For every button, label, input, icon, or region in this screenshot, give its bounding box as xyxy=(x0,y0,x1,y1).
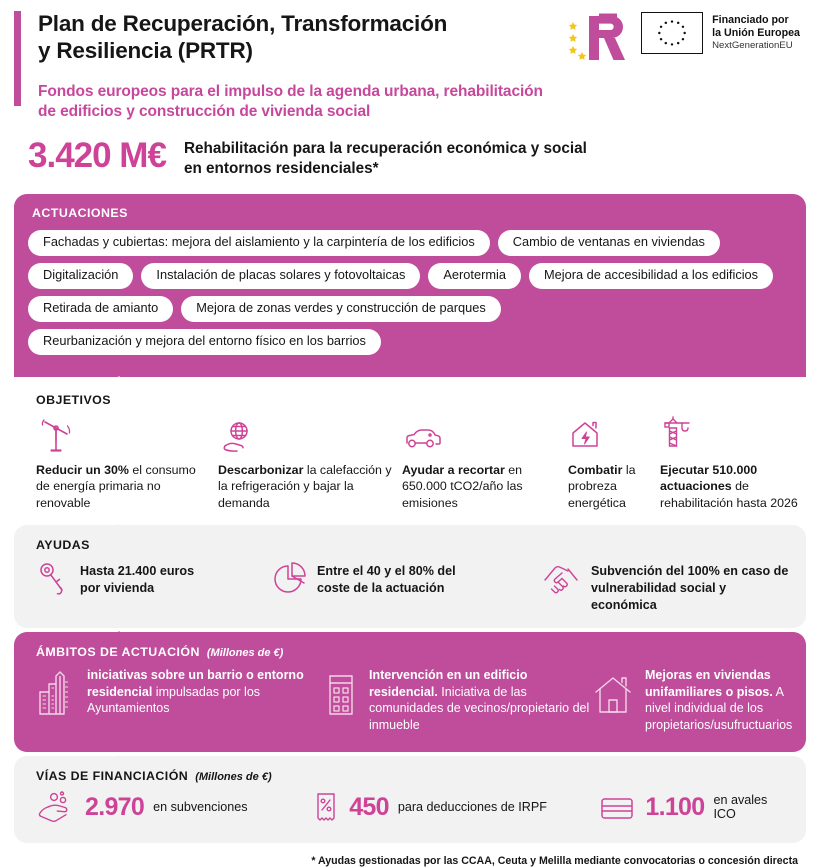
actuaciones-pill-row xyxy=(28,263,792,289)
ayuda-item xyxy=(541,559,792,614)
ambito-text-bold: iniciativas sobre un barrio o entorno residencial xyxy=(87,668,304,699)
logo-group xyxy=(569,8,806,62)
prtr-logo-icon xyxy=(569,12,629,62)
actuaciones-pill[interactable]: Cambio de ventanas en viviendas xyxy=(498,230,720,256)
page-title-line-2: y Resiliencia (PRTR) xyxy=(38,38,253,64)
headline-description-line-1: Rehabilitación para la recuperación económica y social xyxy=(183,140,587,157)
actuaciones-pill[interactable]: Fachadas y cubiertas: mejora del aislamiento y la carpintería de los edificios xyxy=(28,230,490,256)
house-energy-icon xyxy=(568,415,654,455)
notch-vias xyxy=(106,755,132,768)
ambito-item xyxy=(324,667,592,734)
actuaciones-pill[interactable]: Instalación de placas solares y fotovoltaicas xyxy=(141,263,420,289)
handshake-icon xyxy=(541,559,581,598)
objetivo-text-rest: en 650.000 tCO2/año las emisiones xyxy=(402,462,523,510)
section-label-vias-unit: (Millones de €) xyxy=(195,770,272,783)
actuaciones-pill[interactable]: Digitalización xyxy=(28,263,133,289)
header xyxy=(0,0,820,120)
key-icon xyxy=(36,559,70,598)
actuaciones-pill-row xyxy=(28,329,792,355)
via-amount: 2.970 xyxy=(85,793,145,822)
via-description: en subvenciones xyxy=(153,799,248,814)
ambito-text-rest: Iniciativa de las comunidades de vecinos/propietario del inmueble xyxy=(369,684,590,732)
ayuda-text xyxy=(591,559,792,614)
wind-turbine-icon xyxy=(36,415,212,455)
section-label-objetivos: OBJETIVOS xyxy=(36,392,111,407)
section-label-ambitos xyxy=(32,645,792,659)
eu-text-line-1: Financiado por xyxy=(712,14,789,27)
ayuda-text xyxy=(80,559,194,597)
headline-description-line-2: en entornos residenciales* xyxy=(183,160,379,178)
objetivo-text-bold: Reducir un 30% xyxy=(36,462,129,477)
section-ayudas xyxy=(14,525,806,628)
headline-amount: 3.420 M€ xyxy=(28,136,166,175)
ayuda-text-line-2: vulnerabilidad social y económica xyxy=(591,581,727,613)
ambito-item xyxy=(592,667,792,734)
section-vias-financiacion xyxy=(14,756,806,843)
ayuda-item xyxy=(271,559,541,614)
crane-icon xyxy=(660,415,810,455)
objetivo-text xyxy=(568,462,654,511)
actuaciones-pill-row xyxy=(28,230,792,256)
objetivo-text xyxy=(218,462,396,511)
objetivo-item xyxy=(568,415,654,511)
actuaciones-pill[interactable]: Mejora de accesibilidad a los edificios xyxy=(529,263,773,289)
card-icon xyxy=(598,789,636,827)
objetivo-text-bold: Combatir xyxy=(568,462,623,477)
objetivo-item xyxy=(218,415,396,511)
objetivo-item xyxy=(660,415,810,511)
via-item xyxy=(36,789,312,827)
objetivo-text xyxy=(36,462,212,511)
ambito-text-rest: A nivel individual de los propietarios/usufructuarios xyxy=(645,684,793,732)
actuaciones-pill-list xyxy=(28,230,792,355)
via-description: para deducciones de IRPF xyxy=(397,799,547,814)
objetivo-item xyxy=(402,415,562,511)
ayuda-text-line-2: por vivienda xyxy=(80,581,155,596)
actuaciones-pill[interactable]: Aerotermia xyxy=(428,263,521,289)
objetivo-text-rest: de rehabilitación hasta 2026 xyxy=(660,479,798,510)
ambito-text xyxy=(87,667,324,717)
globe-hand-icon xyxy=(218,415,396,455)
ambito-text-rest: impulsadas por los Ayuntamientos xyxy=(87,684,261,716)
ayuda-text-line-2: coste de la actuación xyxy=(317,581,445,596)
ayuda-text-line-1: Subvención del 100% en caso de xyxy=(591,564,789,579)
page-subtitle-line-2: de edificios y construcción de vivienda social xyxy=(38,103,371,121)
vias-row xyxy=(32,789,792,827)
section-actuaciones xyxy=(14,194,806,377)
city-icon xyxy=(36,667,76,716)
via-description: en avales ICO xyxy=(713,792,768,821)
objetivo-text-bold: Ayudar a recortar xyxy=(402,462,505,477)
objetivo-text xyxy=(402,462,562,511)
notch-objetivos xyxy=(106,376,132,389)
ambito-text-bold: Mejoras en viviendas unifamiliares o pisos. xyxy=(645,668,773,699)
headline-description xyxy=(184,136,587,180)
objetivo-text xyxy=(660,462,810,511)
section-ambitos xyxy=(14,632,806,752)
building-icon xyxy=(324,667,358,716)
eu-text-line-3: NextGenerationEU xyxy=(712,40,793,52)
ayuda-item xyxy=(36,559,271,614)
header-text-block xyxy=(38,8,569,123)
section-label-actuaciones: ACTUACIONES xyxy=(32,205,128,220)
page-title xyxy=(38,10,558,65)
section-label-vias-text: VÍAS DE FINANCIACIÓN xyxy=(36,768,189,783)
section-label-ambitos-text: ÁMBITOS DE ACTUACIÓN xyxy=(36,645,200,660)
objetivo-text-bold: Descarbonizar xyxy=(218,462,304,477)
section-label-ambitos-unit: (Millones de €) xyxy=(206,647,284,660)
page-subtitle xyxy=(38,82,569,123)
eu-funding-logo xyxy=(641,12,800,54)
section-objetivos xyxy=(14,377,806,525)
headline-row xyxy=(0,120,820,194)
receipt-percent-icon xyxy=(312,789,340,827)
objetivo-text-bold: Ejecutar 510.000 actuaciones xyxy=(660,462,758,494)
ayuda-text-line-1: Hasta 21.400 euros xyxy=(80,564,195,579)
car-icon xyxy=(402,415,562,455)
via-item xyxy=(598,789,792,827)
objetivo-text-rest: la calefacción y la refrigeración y bajar la demanda xyxy=(218,462,392,510)
objetivo-text-rest: la probreza energética xyxy=(568,462,636,510)
actuaciones-pill[interactable]: Reurbanización y mejora del entorno físico en los barrios xyxy=(28,329,381,355)
page-title-line-1: Plan de Recuperación, Transformación xyxy=(38,11,448,36)
ayudas-grid xyxy=(32,559,792,614)
page-subtitle-line-1: Fondos europeos para el impulso de la agenda urbana, rehabilitación xyxy=(38,82,543,100)
ayuda-text-line-1: Entre el 40 y el 80% del xyxy=(317,564,456,579)
actuaciones-pill-row xyxy=(28,296,792,322)
via-item xyxy=(312,789,598,827)
eu-text-line-2: la Unión Europea xyxy=(712,26,800,39)
via-amount: 1.100 xyxy=(645,793,705,822)
notch-ayudas xyxy=(106,524,132,537)
eu-flag-icon xyxy=(641,12,703,54)
ambitos-grid xyxy=(32,667,792,734)
ambito-text-bold: Intervención en un edificio residencial. xyxy=(369,668,528,699)
notch-ambitos xyxy=(106,631,132,644)
ayuda-text xyxy=(317,559,456,597)
section-label-vias xyxy=(32,769,792,783)
objetivo-text-rest: el consumo de energía primaria no renovable xyxy=(36,462,196,510)
pie-chart-icon xyxy=(271,559,307,598)
objetivos-grid xyxy=(32,415,798,511)
via-amount: 450 xyxy=(349,793,389,822)
objetivo-item xyxy=(36,415,212,511)
footnote: * Ayudas gestionadas por las CCAA, Ceuta y Melilla mediante convocatorias o concesión directa xyxy=(311,854,798,867)
house-icon xyxy=(592,667,634,716)
section-label-ayudas: AYUDAS xyxy=(36,538,90,553)
actuaciones-pill[interactable]: Retirada de amianto xyxy=(28,296,173,322)
ambito-text xyxy=(369,667,592,734)
actuaciones-pill[interactable]: Mejora de zonas verdes y construcción de parques xyxy=(181,296,501,322)
ambito-text xyxy=(645,667,792,734)
ambito-item xyxy=(36,667,324,734)
eu-funding-text xyxy=(712,14,800,52)
hand-coins-icon xyxy=(36,789,76,827)
header-accent-bar xyxy=(14,11,21,106)
